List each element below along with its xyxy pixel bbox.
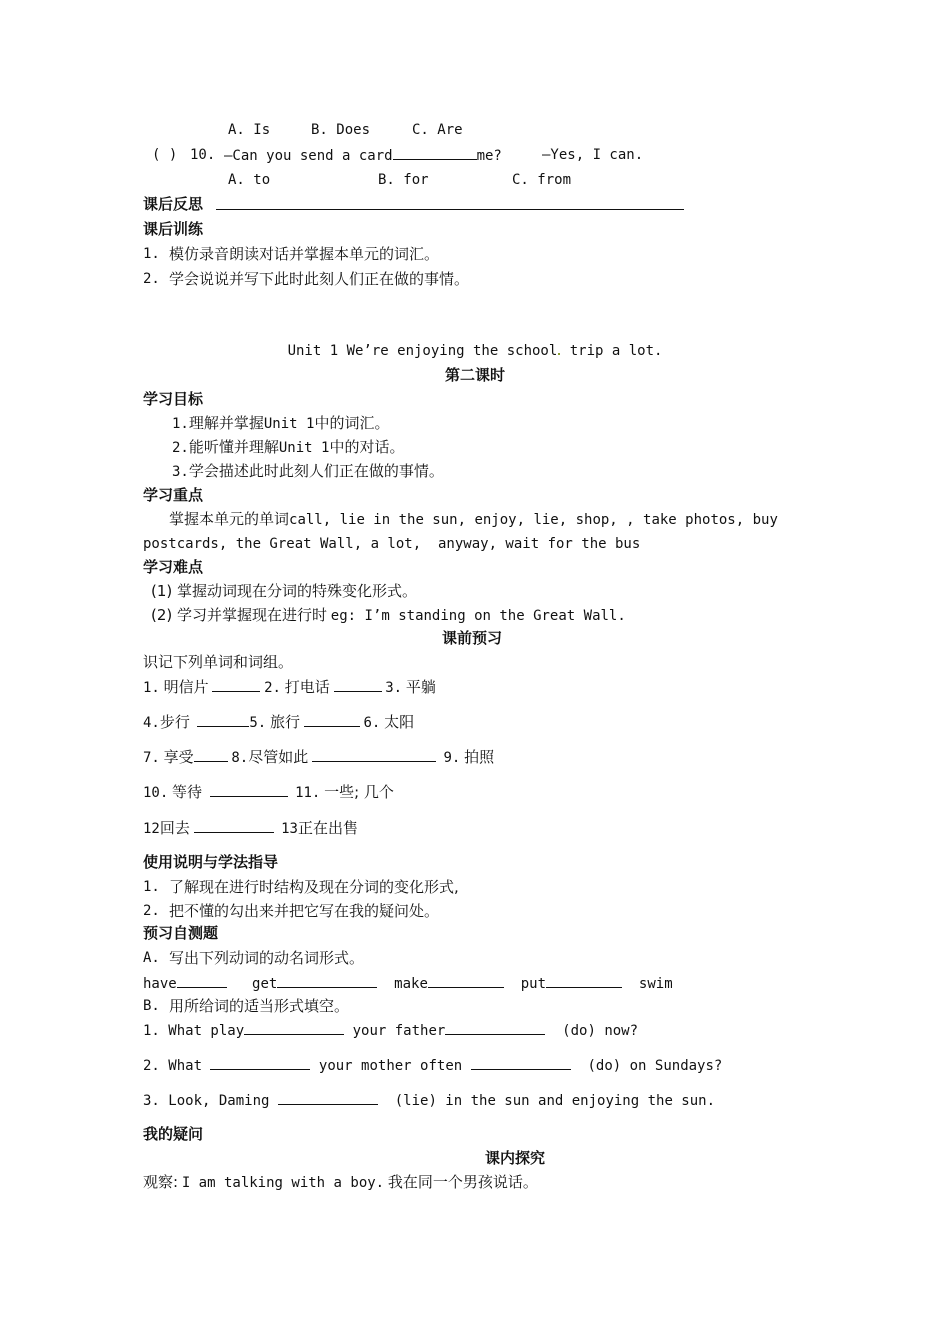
- fill-blank[interactable]: [445, 1020, 545, 1035]
- vocab-num: 4.: [143, 715, 160, 731]
- verb-word: have: [143, 976, 177, 992]
- vocab-num: 13: [281, 821, 298, 837]
- goal-text: 学会描述此时此刻人们正在做的事情。: [188, 462, 444, 480]
- verb-row: [143, 973, 673, 994]
- training-label: 课后训练: [143, 220, 204, 238]
- verb-blank[interactable]: [277, 973, 377, 988]
- vocab-num: 1.: [143, 680, 160, 696]
- selftest-b-letter: B.: [143, 998, 160, 1014]
- vocab-word: 一些; 几个: [324, 783, 394, 801]
- vocab-word: 旅行: [269, 713, 300, 731]
- verb-blank[interactable]: [546, 973, 622, 988]
- q10-answer-paren: ( ): [152, 147, 178, 163]
- vocab-blank[interactable]: [212, 677, 260, 692]
- q9-option-c: C. Are: [412, 122, 463, 138]
- guide-item-1-num: 1.: [143, 879, 160, 895]
- fill-blank[interactable]: [471, 1055, 571, 1070]
- vocab-word: 拍照: [464, 748, 495, 766]
- vocab-word: 步行: [159, 713, 190, 731]
- vocab-row-1: [143, 677, 436, 698]
- vocab-num: 12: [143, 821, 160, 837]
- observe-english: I am talking with a boy.: [181, 1175, 385, 1191]
- q10-option-a: A. to: [228, 172, 271, 188]
- training-item-1: 模仿录音朗读对话并掌握本单元的词汇。: [169, 245, 440, 263]
- difficulty-item-1: (1) 掌握动词现在分词的特殊变化形式。: [151, 582, 418, 600]
- goal-text: 理解并掌握: [188, 414, 264, 432]
- vocab-num: 5.: [249, 715, 267, 731]
- goal-text: 能听懂并理解: [188, 438, 279, 456]
- fill-blank[interactable]: [244, 1020, 344, 1035]
- goal-item: [172, 413, 389, 434]
- vocab-blank[interactable]: [334, 677, 382, 692]
- fill-text: 2. What: [143, 1058, 203, 1074]
- selftest-a-letter: A.: [143, 950, 160, 966]
- goal-num: 1.: [172, 416, 189, 432]
- key-line-1-cn: 掌握本单元的单词: [169, 510, 290, 528]
- fill-text: (do) on Sundays?: [587, 1058, 723, 1074]
- goal-text-end: 中的对话。: [329, 438, 405, 456]
- vocab-intro: 识记下列单词和词组。: [143, 653, 294, 671]
- fill-item-3: [143, 1090, 715, 1111]
- verb-word: swim: [638, 976, 673, 992]
- q9-option-a: A. Is: [228, 122, 271, 138]
- training-item-2: 学会说说并写下此时此刻人们正在做的事情。: [169, 270, 470, 288]
- verb-word: make: [394, 976, 428, 992]
- vocab-num: 11.: [295, 785, 321, 801]
- goal-unit: Unit 1: [278, 440, 330, 456]
- verb-blank[interactable]: [428, 973, 504, 988]
- reflection-label: 课后反思: [143, 195, 204, 213]
- verb-word: get: [252, 976, 278, 992]
- vocab-word: 平躺: [405, 678, 436, 696]
- vocab-blank[interactable]: [210, 782, 288, 797]
- vocab-num: 2.: [264, 680, 281, 696]
- q10-question: [224, 145, 502, 166]
- fill-text: your father: [352, 1023, 446, 1039]
- unit-title-part-a: Unit 1 We’re enjoying the school: [287, 343, 558, 359]
- goal-item: [172, 437, 404, 458]
- vocab-word: 享受: [163, 748, 194, 766]
- fill-blank[interactable]: [210, 1055, 310, 1070]
- guide-item-2-num: 2.: [143, 903, 160, 919]
- q10-text-a: —Can you send a card: [224, 148, 393, 164]
- vocab-blank[interactable]: [194, 747, 228, 762]
- observe-line: [143, 1172, 538, 1193]
- vocab-blank[interactable]: [197, 712, 249, 727]
- fill-text: (lie) in the sun and enjoying the sun.: [394, 1093, 716, 1109]
- fill-blank[interactable]: [278, 1090, 378, 1105]
- fill-text: ming: [235, 1093, 270, 1109]
- key-line-2: postcards, the Great Wall, a lot, anyway, wait for the bus: [143, 536, 641, 552]
- vocab-num: 8.: [231, 750, 249, 766]
- vocab-row-2: [143, 712, 414, 733]
- vocab-row-3: [143, 747, 494, 768]
- training-item-1-num: 1.: [143, 246, 160, 262]
- fill-text: your mother often: [318, 1058, 463, 1074]
- vocab-num: 10.: [143, 785, 169, 801]
- selftest-label: 预习自测题: [143, 924, 219, 942]
- vocab-blank[interactable]: [304, 712, 360, 727]
- vocab-word: 等待: [172, 783, 203, 801]
- explore-title: 课内探究: [485, 1149, 546, 1167]
- fill-item-2: [143, 1055, 722, 1076]
- fill-text: 3. Look, Da: [143, 1093, 236, 1109]
- goal-unit: Unit 1: [263, 416, 315, 432]
- verb-blank[interactable]: [177, 973, 227, 988]
- goal-num: 2.: [172, 440, 189, 456]
- fill-text: (do) now?: [562, 1023, 639, 1039]
- unit-title-part-b: trip a lot.: [561, 343, 663, 359]
- key-line-1-en: call, lie in the sun, enjoy, lie, shop, , take photos, buy: [289, 512, 778, 528]
- difficulty-item-2-cn: (2) 学习并掌握现在进行时: [151, 606, 328, 624]
- mark-dot: [558, 353, 560, 355]
- questions-label: 我的疑问: [143, 1125, 204, 1143]
- difficulty-item-2: [151, 605, 626, 626]
- fill-text: 1. What play: [143, 1023, 245, 1039]
- key-label: 学习重点: [143, 486, 204, 504]
- vocab-word: 太阳: [384, 713, 415, 731]
- training-item-2-num: 2.: [143, 271, 160, 287]
- guide-item-2: 把不懂的勾出来并把它写在我的疑问处。: [169, 902, 440, 920]
- guide-label: 使用说明与学法指导: [143, 853, 279, 871]
- vocab-word: 正在出售: [297, 819, 358, 837]
- selftest-a-text: 写出下列动词的动名词形式。: [169, 949, 365, 967]
- observe-label: 观察:: [143, 1173, 179, 1191]
- unit-title: [0, 341, 950, 361]
- vocab-row-4: [143, 782, 394, 803]
- reflection-line[interactable]: [216, 209, 684, 210]
- vocab-word: 打电话: [284, 678, 330, 696]
- difficulty-label: 学习难点: [143, 558, 204, 576]
- vocab-blank[interactable]: [312, 747, 436, 762]
- vocab-num: 3.: [385, 680, 403, 696]
- selftest-b-text: 用所给词的适当形式填空。: [169, 997, 350, 1015]
- q10-option-c: C. from: [512, 172, 572, 188]
- observe-chinese: 我在同一个男孩说话。: [387, 1173, 538, 1191]
- vocab-word: 回去: [159, 819, 190, 837]
- q10-answer: —Yes, I can.: [542, 147, 644, 163]
- vocab-num: 9.: [443, 750, 461, 766]
- q10-option-b: B. for: [378, 172, 429, 188]
- fill-item-1: [143, 1020, 638, 1041]
- vocab-row-5: [143, 818, 358, 839]
- preview-title: 课前预习: [442, 629, 503, 647]
- key-line-1: [169, 509, 778, 530]
- goal-item: [172, 461, 444, 482]
- verb-word: put: [520, 976, 547, 992]
- q10-blank[interactable]: [393, 145, 477, 160]
- goal-num: 3.: [172, 464, 189, 480]
- lesson-title: 第二课时: [444, 366, 505, 384]
- vocab-word: 明信片: [163, 678, 209, 696]
- vocab-num: 6.: [363, 715, 381, 731]
- vocab-word: 尽管如此: [248, 748, 309, 766]
- goals-label: 学习目标: [143, 390, 204, 408]
- difficulty-item-2-en: eg: I’m standing on the Great Wall.: [330, 608, 626, 624]
- q9-option-b: B. Does: [311, 122, 371, 138]
- vocab-num: 7.: [143, 750, 160, 766]
- guide-item-1: 了解现在进行时结构及现在分词的变化形式,: [169, 878, 459, 896]
- goal-text-end: 中的词汇。: [314, 414, 390, 432]
- q10-text-b: me?: [476, 148, 502, 164]
- q10-number: 10.: [190, 147, 216, 163]
- vocab-blank[interactable]: [194, 818, 274, 833]
